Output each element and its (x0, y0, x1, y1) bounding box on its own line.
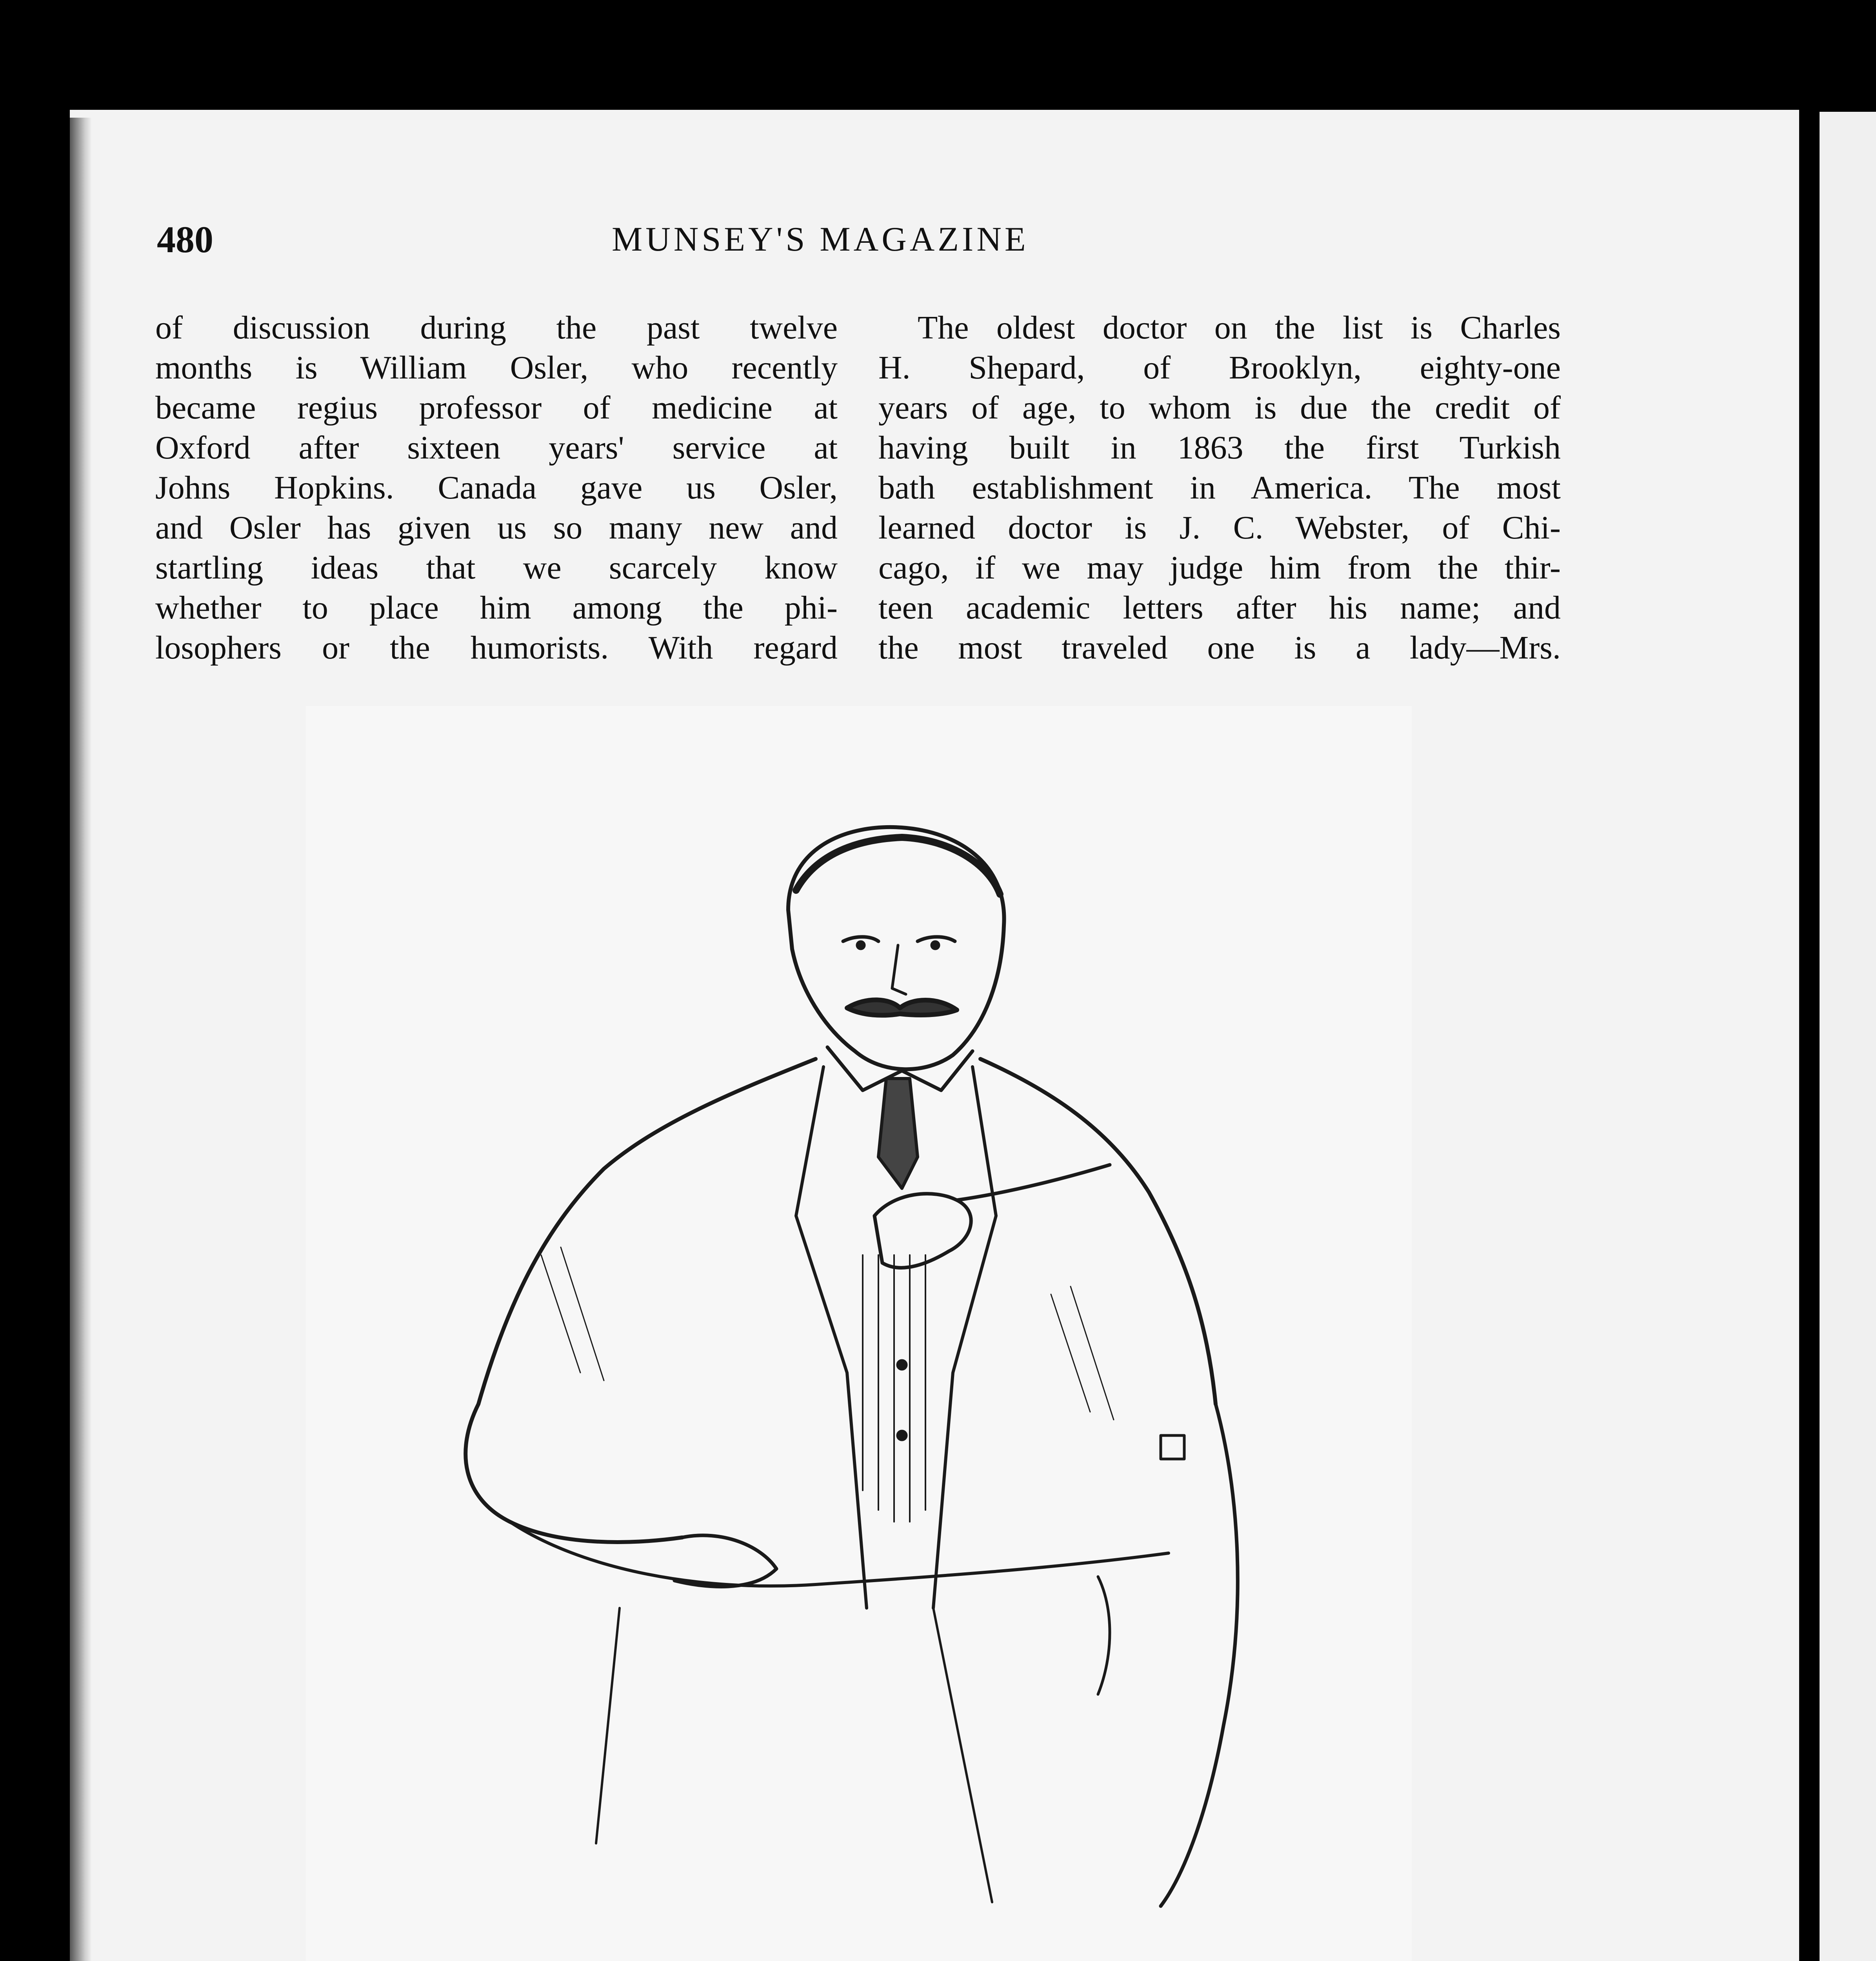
page-number: 480 (157, 218, 213, 260)
text-line: and Osler has given us so many new and (155, 509, 838, 546)
portrait-sketch (306, 706, 1412, 1961)
text-line: bath establishment in America. The most (878, 469, 1561, 506)
portrait-illustration (306, 706, 1412, 1961)
text-line: losophers or the humorists. With regard (155, 629, 838, 666)
text-line: The oldest doctor on the list is Charles (918, 309, 1561, 346)
text-line: teen academic letters after his name; and (878, 589, 1561, 626)
text-line: learned doctor is J. C. Webster, of Chi- (878, 509, 1561, 546)
column-top-left (155, 308, 838, 668)
text-line: of discussion during the past twelve (155, 309, 838, 346)
running-head: MUNSEY'S MAGAZINE (612, 220, 1029, 258)
text-line: cago, if we may judge him from the thir- (878, 549, 1561, 586)
column-top-right (878, 308, 1561, 668)
text-line: Johns Hopkins. Canada gave us Osler, (155, 469, 838, 506)
page-binding-edge (70, 118, 92, 1961)
facing-page-edge (1820, 112, 1876, 1961)
text-line: H. Shepard, of Brooklyn, eighty-one (878, 349, 1561, 386)
text-line: having built in 1863 the first Turkish (878, 429, 1561, 466)
page-gutter (1799, 0, 1815, 1961)
text-line: startling ideas that we scarcely know (155, 549, 838, 586)
text-line: years of age, to whom is due the credit of (878, 389, 1561, 426)
text-line: became regius professor of medicine at (155, 389, 838, 426)
text-line: the most traveled one is a lady—Mrs. (878, 629, 1561, 666)
text-line: months is William Osler, who recently (155, 349, 838, 386)
text-line: Oxford after sixteen years' service at (155, 429, 838, 466)
text-line: whether to place him among the phi- (155, 589, 838, 626)
